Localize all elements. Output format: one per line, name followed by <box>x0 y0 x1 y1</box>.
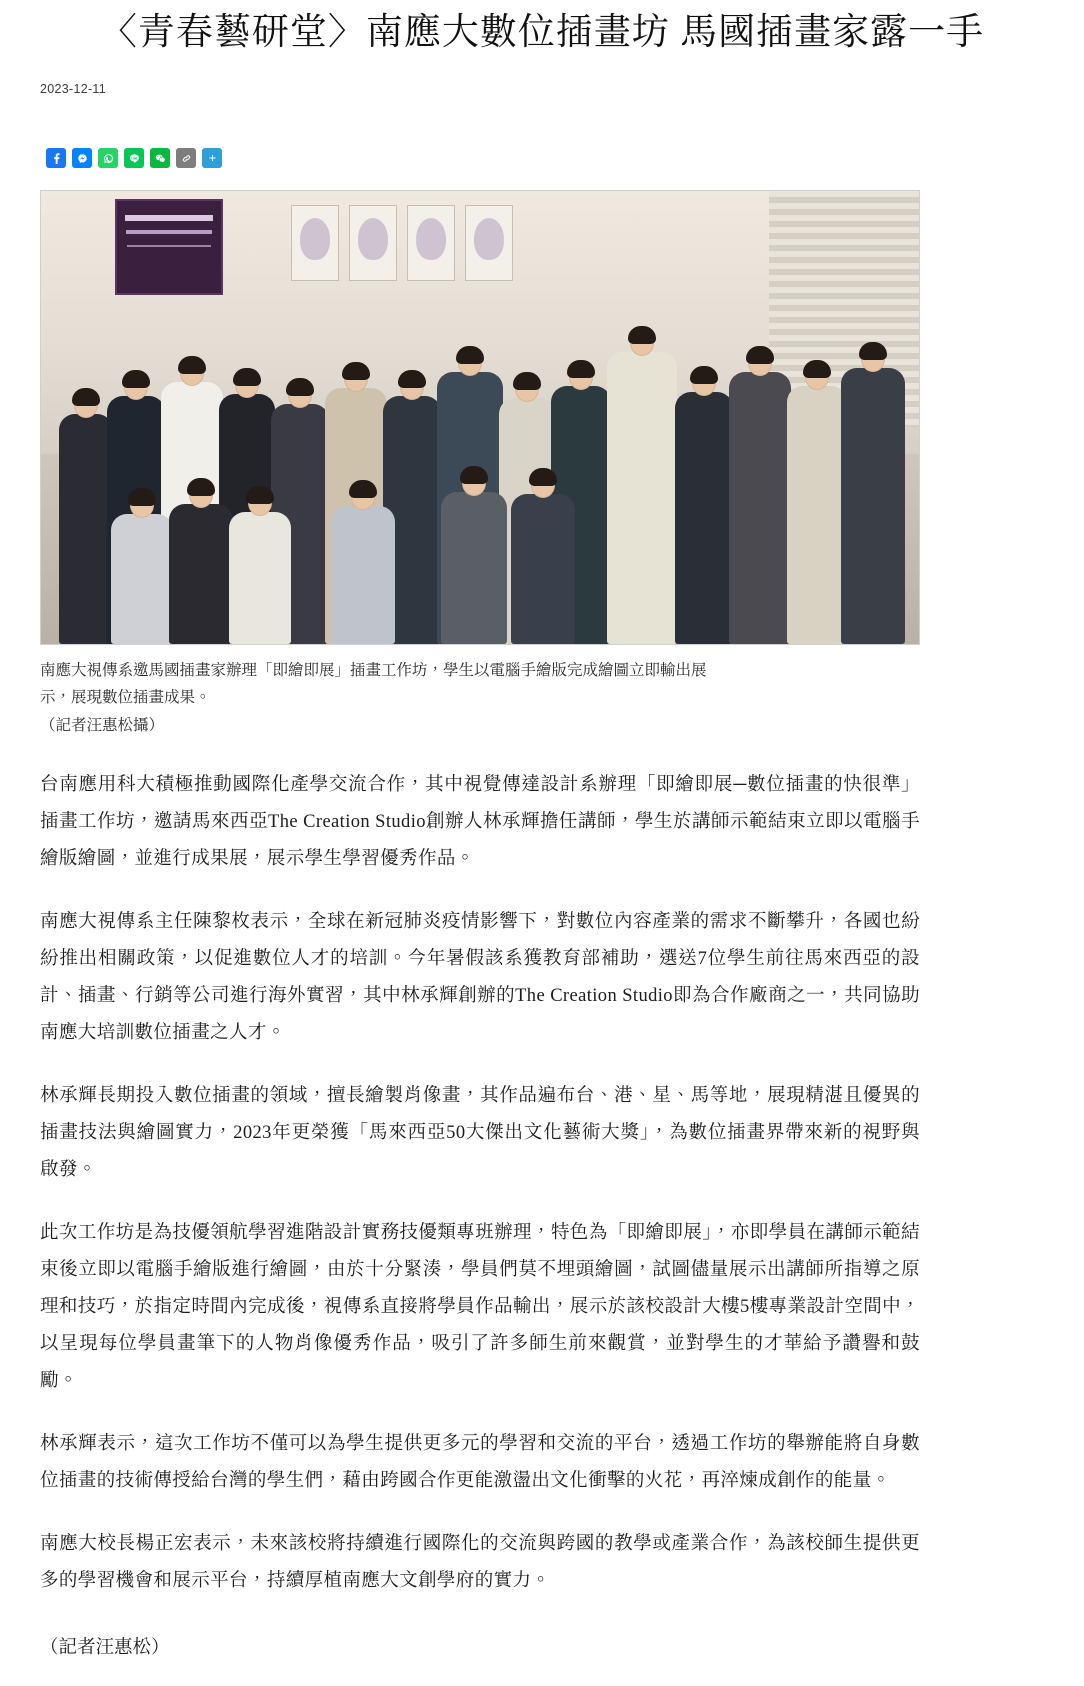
caption-line-1: 南應大視傳系邀馬國插畫家辦理「即繪即展」插畫工作坊，學生以電腦手繪版完成繪圖立即輸出展 <box>40 662 707 680</box>
photo-artwork-3 <box>407 205 455 281</box>
share-more-icon[interactable] <box>202 148 222 168</box>
wechat-share-icon[interactable] <box>150 148 170 168</box>
photo-person <box>675 392 733 644</box>
reporter-signature: （記者汪惠松） <box>40 1637 170 1658</box>
facebook-share-icon[interactable] <box>46 148 66 168</box>
paragraph: 此次工作坊是為技優領航學習進階設計實務技優類專班辦理，特色為「即繪即展」，亦即學員在講師示範結束後立即以電腦手繪版進行繪圖，由於十分緊湊，學員們莫不埋頭繪圖，試圖儘量展示出講師所指導之原理和技巧，於指定時間內完成後，視傳系直接將學員作品輸出，展示於該校設計大樓5樓專業設計空間中，以呈現每位學員畫筆下的人物肖像優秀作品，吸引了許多師生前來觀賞，並對學生的才華給予讚譽和鼓勵。 <box>40 1222 920 1391</box>
photo-person-seated <box>441 492 507 644</box>
caption-line-2: 示，展現數位插畫成果。 <box>40 689 211 707</box>
page-title: 〈青春藝研堂〉南應大數位插畫坊 馬國插畫家露一手 <box>99 12 985 53</box>
photo-person-seated <box>169 504 233 644</box>
photo-person <box>841 368 905 644</box>
paragraph: 南應大視傳系主任陳黎枚表示，全球在新冠肺炎疫情影響下，對數位內容產業的需求不斷攀升，各國也紛紛推出相關政策，以促進數位人才的培訓。今年暑假該系獲教育部補助，選送7位學生前往馬來西亞的設計、插畫、行銷等公司進行海外實習，其中林承輝創辦的The Creation Studio即為合作廠商之一，共同協助南應大培訓數位插畫之人才。 <box>40 911 920 1043</box>
photo-person-seated <box>229 512 291 644</box>
photo-person-seated <box>331 506 395 644</box>
line-share-icon[interactable] <box>124 148 144 168</box>
photo-caption <box>40 657 920 738</box>
photo-person-seated <box>111 514 173 644</box>
article-figure <box>38 190 1046 738</box>
photo-person <box>787 386 847 644</box>
photo-person <box>729 372 791 644</box>
paragraph: 林承輝長期投入數位插畫的領域，擅長繪製肖像畫，其作品遍布台、港、星、馬等地，展現精湛且優異的插畫技法與繪圖實力，2023年更榮獲「馬來西亞50大傑出文化藝術大獎」，為數位插畫界帶來新的視野與啟發。 <box>40 1085 920 1180</box>
publish-date: 2023-12-11 <box>40 82 107 97</box>
article-page <box>0 10 1084 1667</box>
photo-artwork-1 <box>291 205 339 281</box>
messenger-share-icon[interactable] <box>72 148 92 168</box>
whatsapp-share-icon[interactable] <box>98 148 118 168</box>
article-photo <box>40 190 920 645</box>
photo-event-banner <box>115 199 223 295</box>
copy-link-icon[interactable] <box>176 148 196 168</box>
share-bar <box>46 148 1046 168</box>
photo-person-seated <box>511 494 575 644</box>
caption-credit: （記者汪惠松攝） <box>40 716 165 734</box>
photo-artwork-2 <box>349 205 397 281</box>
article-body <box>40 767 920 1600</box>
paragraph: 台南應用科大積極推動國際化產學交流合作，其中視覺傳達設計系辦理「即繪即展─數位插畫的快很準」插畫工作坊，邀請馬來西亞The Creation Studio創辦人林承輝擔任講師，學生於講師示範結束立即以電腦手繪版繪圖，並進行成果展，展示學生學習優秀作品。 <box>40 774 920 869</box>
photo-person <box>59 414 113 644</box>
photo-person <box>607 352 677 644</box>
photo-artwork-4 <box>465 205 513 281</box>
paragraph: 南應大校長楊正宏表示，未來該校將持續進行國際化的交流與跨國的教學或產業合作，為該校師生提供更多的學習機會和展示平台，持續厚植南應大文創學府的實力。 <box>40 1533 920 1591</box>
paragraph: 林承輝表示，這次工作坊不僅可以為學生提供更多元的學習和交流的平台，透過工作坊的舉辦能將自身數位插畫的技術傳授給台灣的學生們，藉由跨國合作更能激盪出文化衝擊的火花，再淬煉成創作的能量。 <box>40 1433 920 1491</box>
